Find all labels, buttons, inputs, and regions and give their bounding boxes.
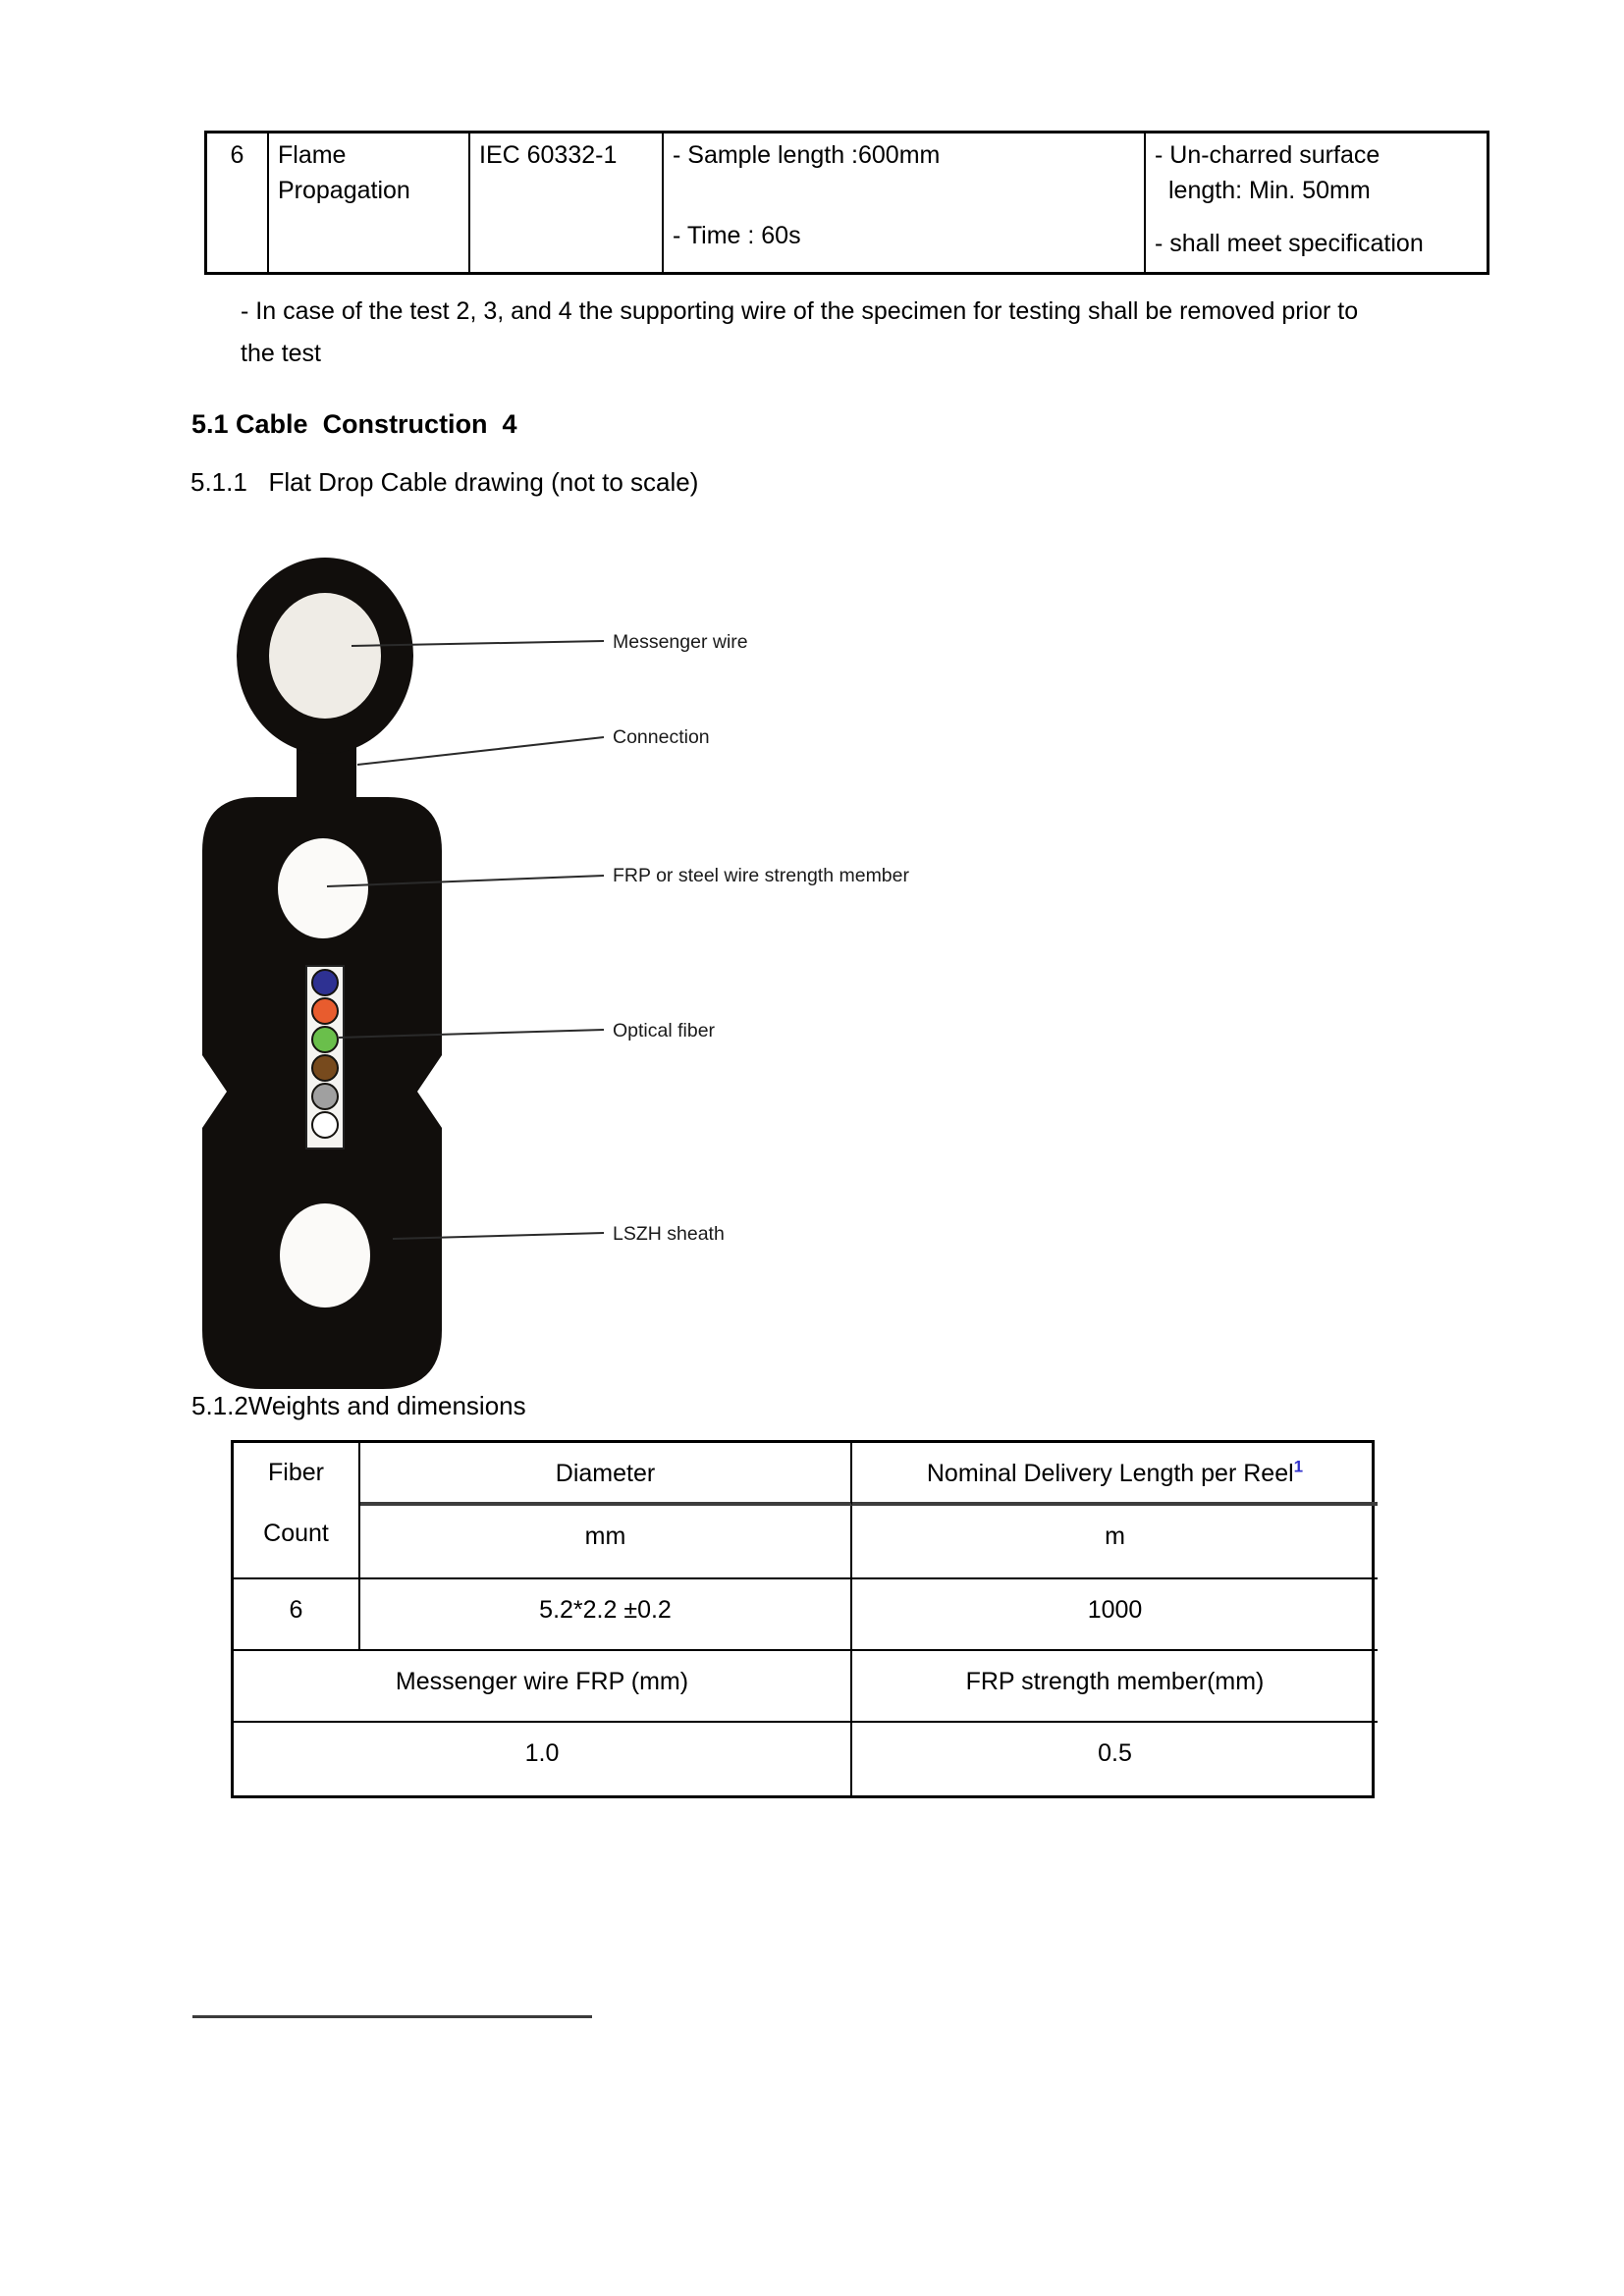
messenger-wire-label: Messenger wire xyxy=(613,631,748,653)
diameter-value-cell: 5.2*2.2 ±0.2 xyxy=(360,1579,852,1651)
connection-label: Connection xyxy=(613,726,710,748)
heading-weights-dimensions: 5.1.2Weights and dimensions xyxy=(191,1391,526,1420)
test-note xyxy=(241,291,1537,375)
diameter-header-cell: Diameter xyxy=(360,1443,852,1506)
fiber-dot-green xyxy=(312,1027,338,1052)
bottom-strength-member-circle xyxy=(280,1203,370,1308)
fiber-dot-blue xyxy=(312,970,338,995)
cable-diagram xyxy=(147,530,1031,1404)
connection-leader-line xyxy=(357,737,604,765)
frp-member-label: FRP or steel wire strength member xyxy=(613,865,909,886)
frp-strength-member-circle xyxy=(278,838,368,938)
fiber-count-header-cell xyxy=(234,1443,360,1579)
flame-propagation-test-table xyxy=(204,131,1489,275)
condition-sample-length: - Sample length :600mm xyxy=(673,141,941,169)
fiber-dot-brown xyxy=(312,1055,338,1081)
weights-dimensions-table xyxy=(231,1440,1375,1798)
requirement-length: length: Min. 50mm xyxy=(1168,177,1371,204)
diameter-unit-cell: mm xyxy=(360,1506,852,1579)
nominal-length-label: Nominal Delivery Length per Reel xyxy=(926,1460,1294,1487)
test-note-line1: - In case of the test 2, 3, and 4 the supporting wire of the specimen for testing shall be removed prior to xyxy=(241,297,1359,325)
messenger-wire-core xyxy=(269,593,381,719)
footnote-separator-rule xyxy=(192,2015,592,2018)
lszh-sheath-label: LSZH sheath xyxy=(613,1223,725,1245)
footnote-reference-superscript: 1 xyxy=(1293,1457,1304,1476)
fiber-count-value-cell: 6 xyxy=(234,1579,360,1651)
fiber-label: Fiber xyxy=(268,1459,324,1486)
frp-member-value-cell: 0.5 xyxy=(1098,1739,1132,1767)
messenger-frp-value-cell: 1.0 xyxy=(234,1723,852,1795)
fiber-dot-gray xyxy=(312,1084,338,1109)
fiber-dot-white xyxy=(312,1112,338,1138)
count-label: Count xyxy=(263,1520,329,1547)
test-index-cell: 6 xyxy=(230,141,244,169)
requirement-spec: - shall meet specification xyxy=(1155,230,1424,257)
fiber-dot-orange xyxy=(312,998,338,1024)
frp-member-header-cell: FRP strength member(mm) xyxy=(852,1651,1378,1723)
heading-cable-construction: 5.1 Cable Construction 4 xyxy=(191,409,517,439)
messenger-frp-header-cell: Messenger wire FRP (mm) xyxy=(234,1651,852,1723)
heading-flat-drop-drawing: 5.1.1 Flat Drop Cable drawing (not to scale) xyxy=(190,467,699,497)
test-conditions-cell xyxy=(662,133,1144,272)
requirement-uncharred: - Un-charred surface xyxy=(1155,141,1380,169)
length-value-cell: 1000 xyxy=(852,1579,1378,1651)
test-name-cell: Flame Propagation xyxy=(267,133,468,272)
optical-fiber-label: Optical fiber xyxy=(613,1020,716,1041)
condition-time: - Time : 60s xyxy=(673,222,801,249)
nominal-length-header-cell xyxy=(852,1443,1378,1506)
length-unit-cell: m xyxy=(852,1506,1378,1579)
test-requirements-cell xyxy=(1144,133,1492,272)
test-standard-cell: IEC 60332-1 xyxy=(468,133,662,272)
test-note-line2: the test xyxy=(241,340,321,367)
